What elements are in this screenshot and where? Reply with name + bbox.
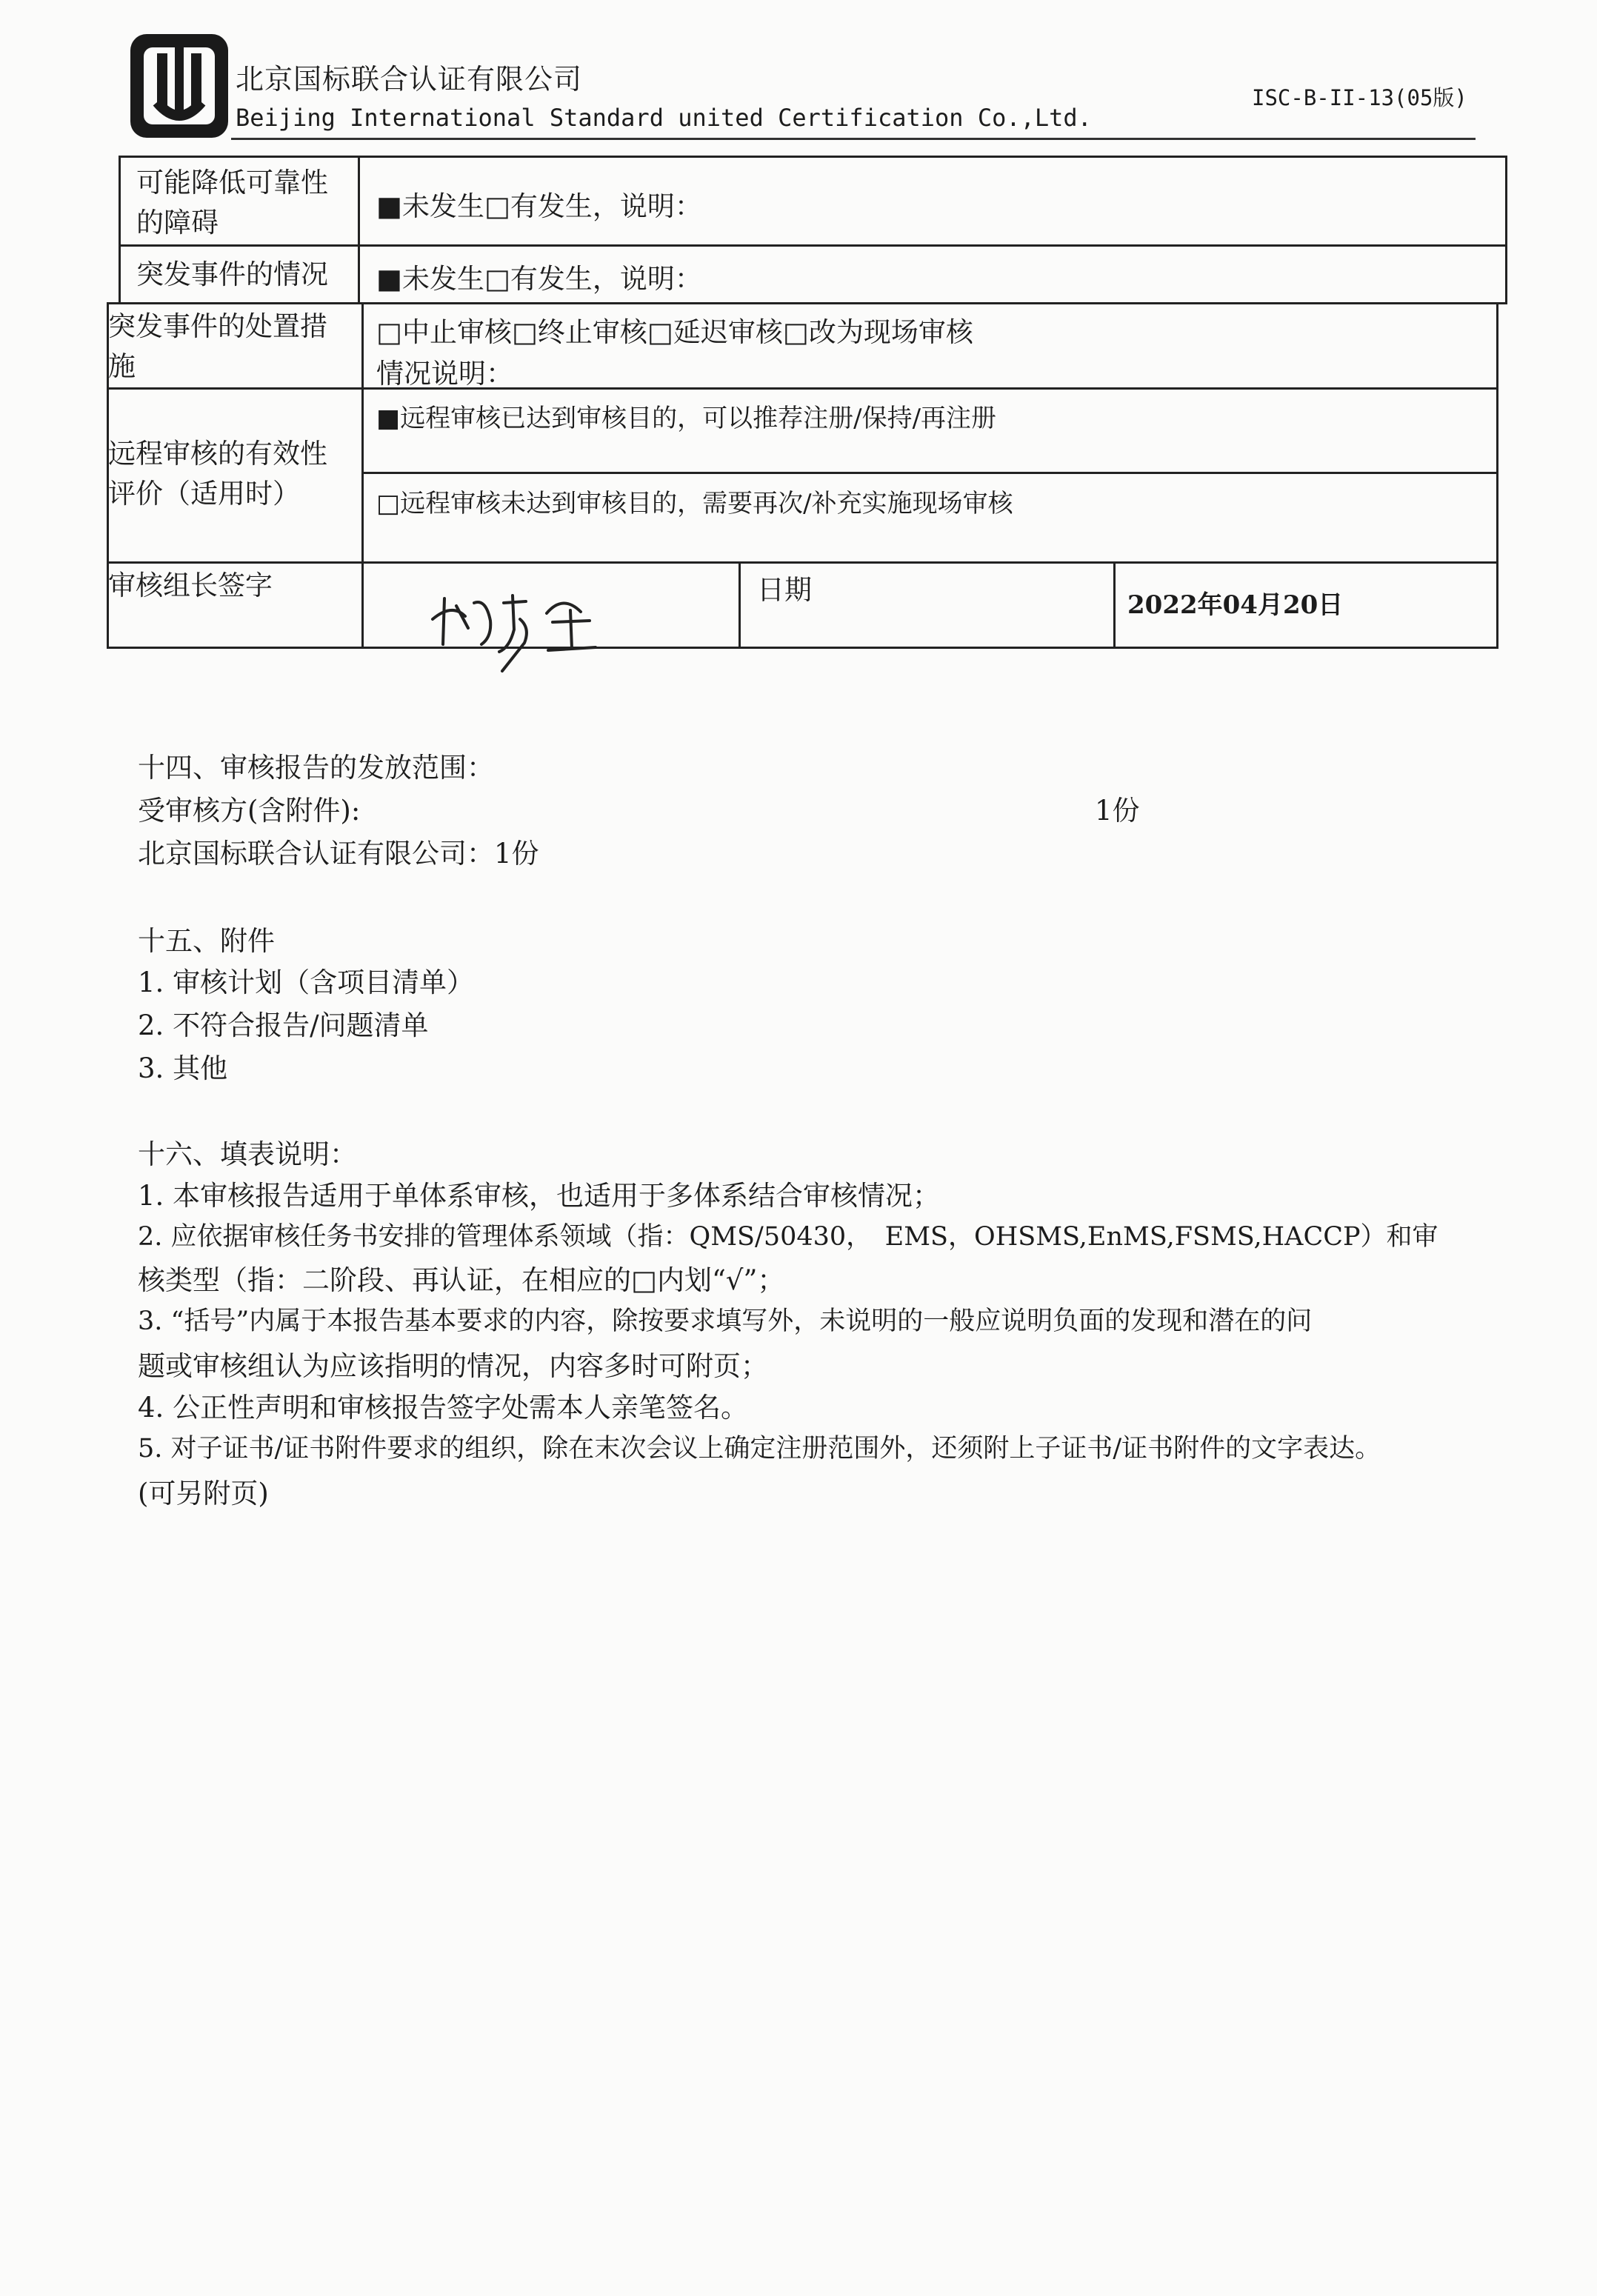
table-border (107, 387, 1498, 390)
company-logo-icon (127, 31, 231, 141)
section14-auditee-copies: 1份 (1095, 795, 1140, 827)
list-item: 题或审核组认为应该指明的情况，内容多时可附页； (138, 1350, 768, 1382)
measures-label-line2: 施 (108, 350, 136, 382)
list-item: 1. 本审核报告适用于单体系审核，也适用于多体系结合审核情况； (138, 1180, 941, 1212)
table-border (119, 156, 121, 304)
table-border (107, 561, 1498, 564)
table-border (107, 647, 1498, 649)
list-item: 2. 不符合报告/问题清单 (138, 1009, 429, 1041)
leader-sign-label: 审核组长签字 (108, 570, 273, 601)
section14-title: 十四、审核报告的发放范围： (138, 752, 494, 784)
table-border (119, 156, 1507, 158)
date-label: 日期 (757, 574, 812, 606)
emergency-label: 突发事件的情况 (136, 258, 328, 290)
table-border (1113, 561, 1116, 649)
remote-label-line1: 远程审核的有效性 (108, 438, 327, 470)
header-rule (231, 138, 1476, 140)
remote-label-line2: 评价（适用时） (108, 478, 300, 510)
measures-explain: 情况说明： (376, 358, 513, 390)
table-border (361, 472, 1498, 474)
list-item: 3. “括号”内属于本报告基本要求的内容，除按要求填写外，未说明的一般应说明负面的发现和潜在的问 (138, 1306, 1313, 1336)
measures-label (108, 307, 327, 387)
list-item: 5. 对子证书/证书附件要求的组织，除在末次会议上确定注册范围外，还须附上子证书/证书附件的文字表达。 (138, 1434, 1381, 1464)
date-value: 2022年04月20日 (1127, 590, 1344, 620)
company-name-en: Beijing International Standard united Certification Co.,Ltd. (236, 104, 1092, 132)
remote-achieved: ■远程审核已达到审核目的，可以推荐注册/保持/再注册 (376, 404, 997, 433)
emergency-value: ■未发生□有发生，说明： (376, 263, 702, 295)
table-border (1496, 302, 1498, 649)
reliability-value: ■未发生□有发生，说明： (376, 190, 702, 222)
section16-title: 十六、填表说明： (138, 1138, 357, 1170)
remote-not-achieved: □远程审核未达到审核目的，需要再次/补充实施现场审核 (376, 489, 1013, 518)
table-border (107, 302, 1507, 304)
table-border (361, 302, 364, 649)
section14-auditee: 受审核方(含附件): (138, 795, 361, 827)
form-code: ISC-B-II-13(05版) (1252, 85, 1467, 110)
table-border (739, 561, 741, 649)
table-border (358, 156, 360, 304)
list-item: 4. 公正性声明和审核报告签字处需本人亲笔签名。 (138, 1392, 749, 1424)
list-item: 2. 应依据审核任务书安排的管理体系领域（指：QMS/50430， EMS，OHSMS,EnMS,FSMS,HACCP）和审 (138, 1222, 1438, 1252)
reliability-label-line2: 的障碍 (136, 207, 219, 238)
measures-options: □中止审核□终止审核□延迟审核□改为现场审核 (376, 316, 973, 348)
reliability-label (136, 163, 328, 243)
list-item: (可另附页) (138, 1478, 269, 1509)
list-item: 1. 审核计划（含项目清单） (138, 967, 475, 998)
company-name-cn: 北京国标联合认证有限公司 (236, 63, 583, 96)
table-border (119, 244, 1507, 247)
remote-label (108, 434, 327, 514)
section14-company: 北京国标联合认证有限公司：1份 (138, 838, 539, 870)
table-border (1505, 156, 1507, 304)
signature-icon (422, 576, 615, 673)
measures-label-line1: 突发事件的处置措 (108, 310, 327, 342)
list-item: 3. 其他 (138, 1052, 228, 1084)
section15-title: 十五、附件 (138, 925, 275, 957)
reliability-label-line1: 可能降低可靠性 (136, 167, 328, 198)
list-item: 核类型（指：二阶段、再认证，在相应的□内划“√”； (138, 1264, 785, 1296)
